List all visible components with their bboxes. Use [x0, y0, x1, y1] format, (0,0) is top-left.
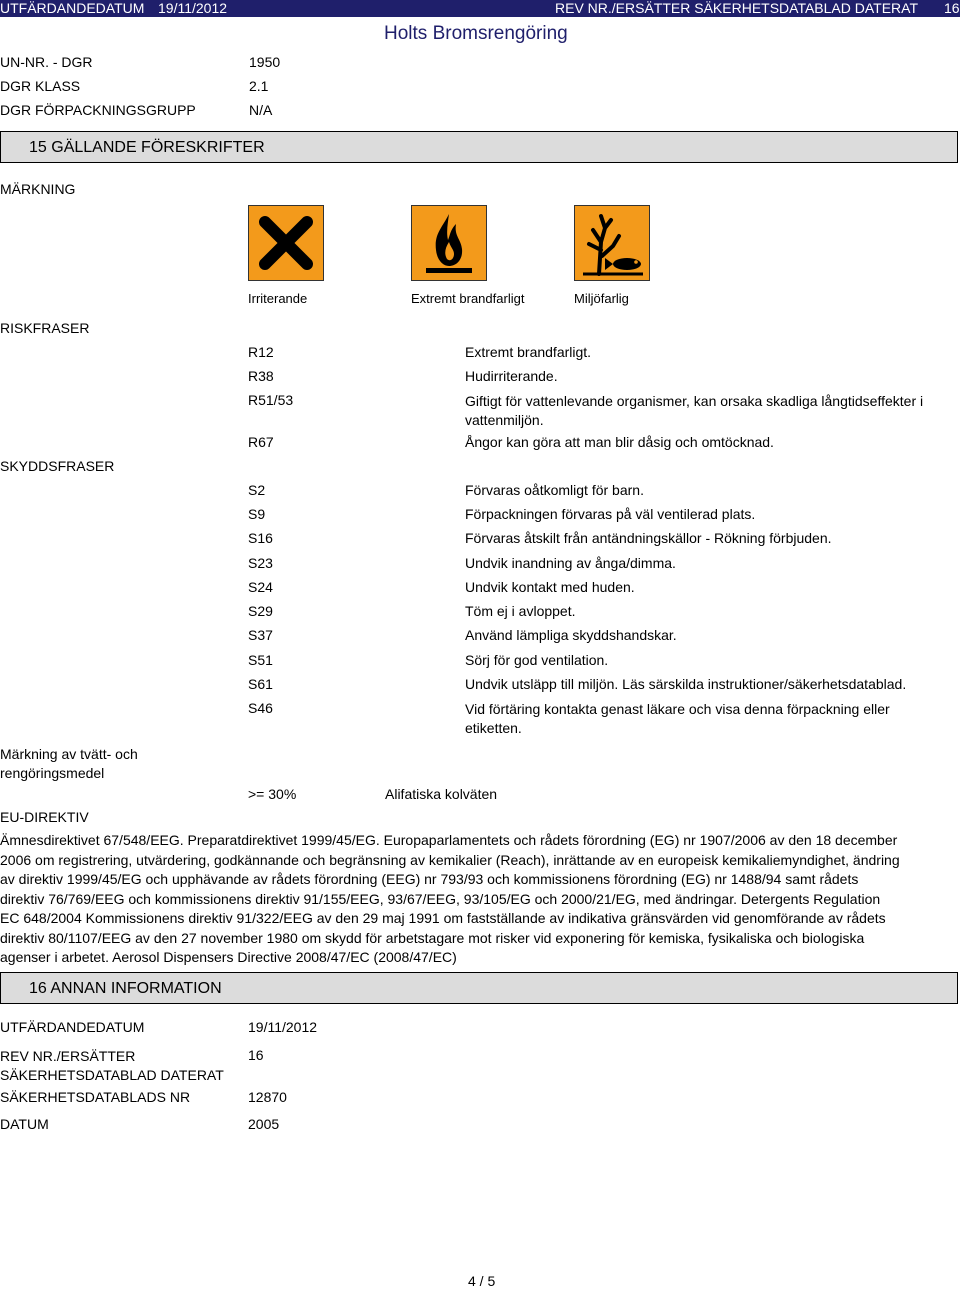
- issue-date-value: 19/11/2012: [158, 0, 228, 16]
- header-bar: [0, 0, 960, 17]
- info-value: 16: [248, 1047, 264, 1063]
- info-label: UTFÄRDANDEDATUM: [0, 1019, 145, 1035]
- info-value: 2005: [248, 1116, 280, 1132]
- safety-code: S2: [248, 482, 266, 498]
- safety-code: S46: [248, 700, 273, 716]
- transport-label: DGR KLASS: [0, 78, 81, 94]
- section-16-header: [0, 972, 958, 1004]
- risk-text: Extremt brandfarligt.: [465, 344, 592, 360]
- detergent-amount: >= 30%: [248, 786, 297, 802]
- risk-code: R67: [248, 434, 274, 450]
- safety-code: S23: [248, 555, 273, 571]
- transport-value: 1950: [249, 54, 281, 70]
- safety-text: Undvik kontakt med huden.: [465, 579, 635, 595]
- risk-code: R51/53: [248, 392, 294, 408]
- safety-text: Använd lämpliga skyddshandskar.: [465, 627, 677, 643]
- pictogram-label: Irriterande: [248, 291, 308, 306]
- section-15-title: 15 GÄLLANDE FÖRESKRIFTER: [29, 139, 265, 156]
- transport-label: UN-NR. - DGR: [0, 54, 93, 70]
- detergent-substance: Alifatiska kolväten: [385, 786, 498, 802]
- eu-directive-text: Ämnesdirektivet 67/548/EEG. Preparatdirektivet 1999/45/EG. Europaparlamentets och rådets förordning (EG) nr 1907/2006 av den 18 december 2006 om registrering, utvärdering, godkännande och begränsning av kemikalier (Reach), inrättande av en europeisk kemikaliemyndighet, ändring av direktiv 1999/45/EG och upphävande av rådets förordning (EEG) nr 793/93 och kommissionens förordning (EG) nr 1488/94 samt rådets direktiv 76/769/EEG och kommissionens direktiv 91/155/EEG, 93/67/EEG, 93/105/EG och 2000/21/EG, med ändringar. Detergents Regulation EC 648/2004 Kommissionens direktiv 91/322/EEG av den 29 maj 1991 om fastställande av indikativa gränsvärden vid genomförande av rådets direktiv 80/1107/EEG av den 27 november 1980 om skydd för arbetstagare mot risker vid exponering för kemiska, fysikaliska och biologiska agenser i arbetet. Aerosol Dispensers Directive 2008/47/EC (2008/47/EC): [0, 832, 900, 965]
- revision-label: REV NR./ERSÄTTER SÄKERHETSDATABLAD DATERAT: [555, 0, 919, 16]
- safety-text: Töm ej i avloppet.: [465, 603, 576, 619]
- transport-value: N/A: [249, 102, 273, 118]
- risk-phrases-label: RISKFRASER: [0, 320, 90, 336]
- safety-text: Förvaras åtskilt från antändningskällor - Rökning förbjuden.: [465, 530, 832, 546]
- flame-icon: [411, 205, 487, 281]
- product-title: Holts Bromsrengöring: [384, 23, 568, 44]
- info-label: REV NR./ERSÄTTER SÄKERHETSDATABLAD DATERAT: [0, 1048, 224, 1083]
- section-15-header: [0, 131, 958, 163]
- safety-text: Förvaras oåtkomligt för barn.: [465, 482, 644, 498]
- safety-text: Undvik inandning av ånga/dimma.: [465, 555, 676, 571]
- pictogram-label: Extremt brandfarligt: [411, 291, 525, 306]
- revision-value: 16: [944, 0, 960, 16]
- safety-code: S61: [248, 676, 273, 692]
- safety-code: S16: [248, 530, 273, 546]
- marking-label: MÄRKNING: [0, 181, 76, 197]
- safety-phrases-label: SKYDDSFRASER: [0, 458, 115, 474]
- eu-directive-label: EU-DIREKTIV: [0, 809, 89, 825]
- risk-code: R12: [248, 344, 274, 360]
- transport-value: 2.1: [249, 78, 269, 94]
- safety-code: S51: [248, 652, 273, 668]
- info-value: 19/11/2012: [248, 1019, 318, 1035]
- page-number: 4 / 5: [468, 1273, 496, 1289]
- pictogram-label: Miljöfarlig: [574, 291, 629, 306]
- info-label: DATUM: [0, 1116, 49, 1132]
- safety-code: S24: [248, 579, 273, 595]
- safety-text: Förpackningen förvaras på väl ventilerad plats.: [465, 506, 756, 522]
- safety-text: Undvik utsläpp till miljön. Läs särskilda instruktioner/säkerhetsdatablad.: [465, 676, 907, 692]
- risk-text: Ångor kan göra att man blir dåsig och omtöcknad.: [465, 434, 774, 450]
- risk-text: Giftigt för vattenlevande organismer, kan orsaka skadliga långtidseffekter i vattenmiljön.: [465, 393, 924, 428]
- section-16-title: 16 ANNAN INFORMATION: [29, 980, 222, 997]
- safety-code: S37: [248, 627, 273, 643]
- risk-code: R38: [248, 368, 274, 384]
- safety-code: S29: [248, 603, 273, 619]
- dead-tree-fish-icon: [574, 205, 650, 281]
- safety-text: Vid förtäring kontakta genast läkare och visa denna förpackning eller etiketten.: [465, 701, 890, 736]
- detergent-label: Märkning av tvätt- och rengöringsmedel: [0, 746, 138, 781]
- safety-text: Sörj för god ventilation.: [465, 652, 609, 668]
- info-label: SÄKERHETSDATABLADS NR: [0, 1089, 191, 1105]
- harmful-x-icon: [248, 205, 324, 281]
- issue-date-label: UTFÄRDANDEDATUM: [0, 0, 145, 16]
- risk-text: Hudirriterande.: [465, 368, 558, 384]
- info-value: 12870: [248, 1089, 287, 1105]
- transport-label: DGR FÖRPACKNINGSGRUPP: [0, 102, 196, 118]
- safety-code: S9: [248, 506, 266, 522]
